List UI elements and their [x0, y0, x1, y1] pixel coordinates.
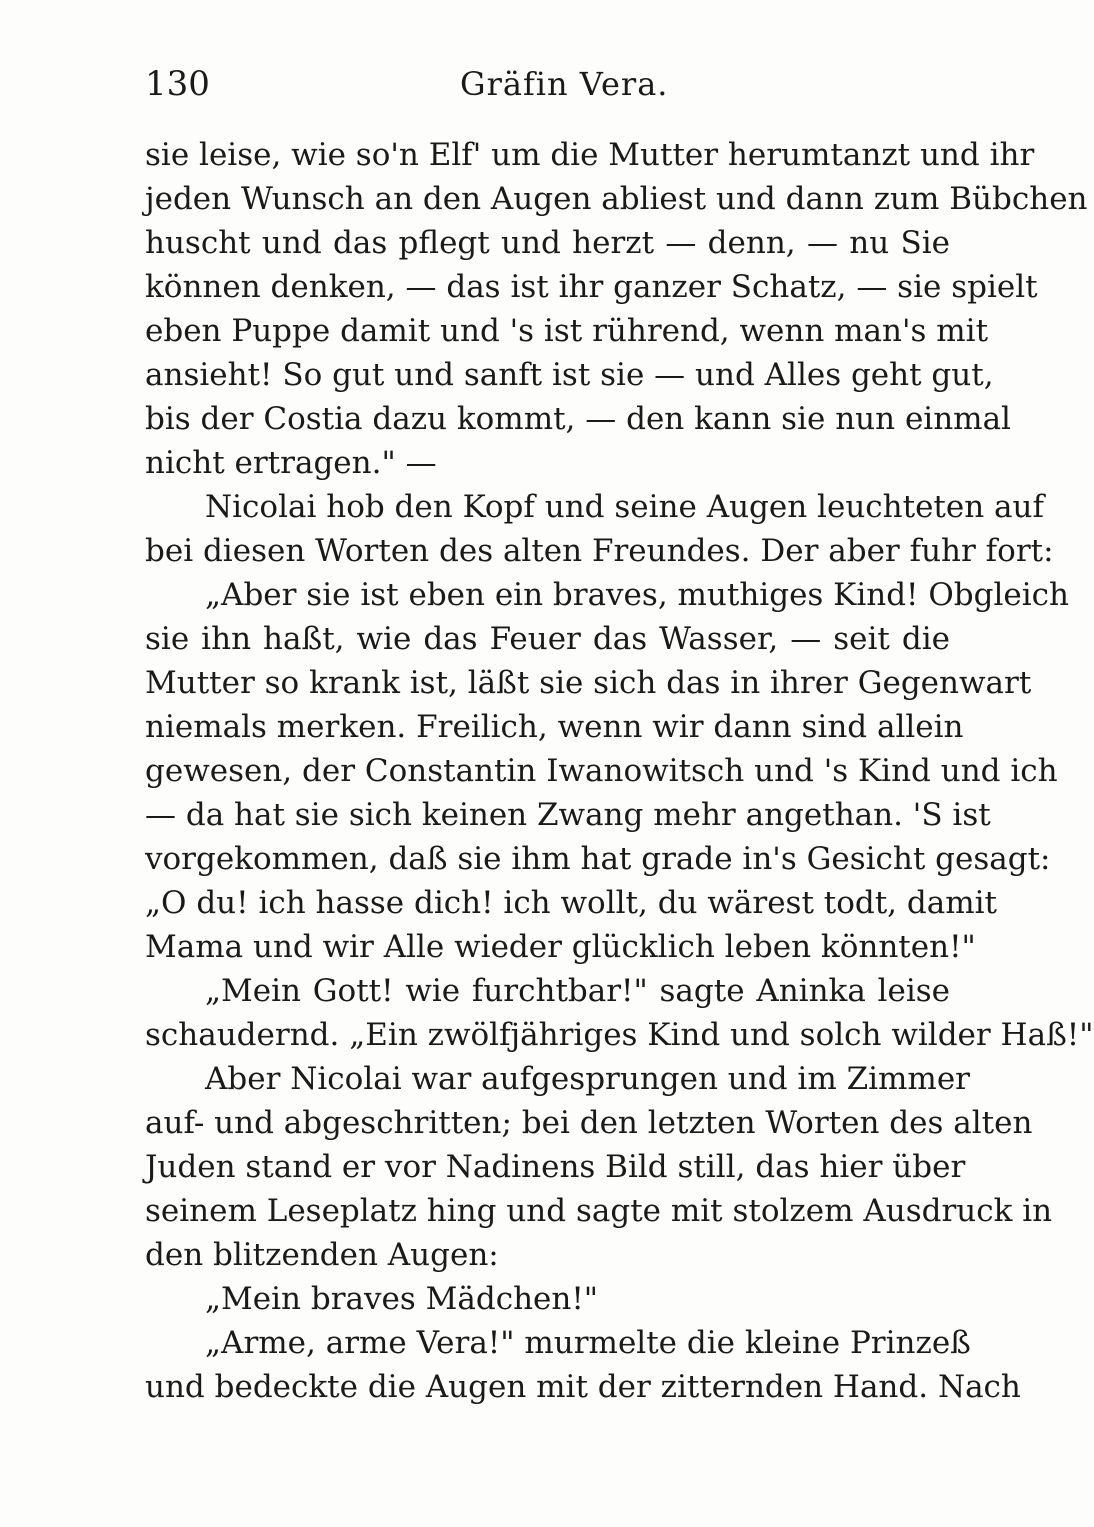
text-line: „Arme, arme Vera!" murmelte die kleine Prinzeß	[205, 1325, 971, 1361]
text-line: den blitzenden Augen:	[145, 1237, 499, 1273]
text-line: auf- und abgeschritten; bei den letzten Worten des alten	[145, 1105, 1033, 1141]
text-line: niemals merken. Freilich, wenn wir dann sind allein	[145, 709, 964, 745]
text-line: huscht und das pflegt und herzt — denn, — nu Sie	[145, 225, 950, 261]
text-line: eben Puppe damit und 's ist rührend, wenn man's mit	[145, 313, 989, 349]
text-line: Aber Nicolai war aufgesprungen und im Zimmer	[205, 1061, 970, 1097]
text-line: können denken, — das ist ihr ganzer Schatz, — sie spielt	[145, 269, 1038, 305]
page-number: 130	[145, 64, 210, 104]
text-line: — da hat sie sich keinen Zwang mehr angethan. 'S ist	[145, 797, 991, 833]
text-line: „Aber sie ist eben ein braves, muthiges Kind! Obgleich	[205, 577, 1069, 613]
text-line: ansieht! So gut und sanft ist sie — und Alles geht gut,	[145, 357, 994, 393]
running-title: Gräfin Vera.	[460, 65, 669, 103]
text-line: Juden stand er vor Nadinens Bild still, das hier über	[145, 1149, 966, 1185]
text-line: gewesen, der Constantin Iwanowitsch und 's Kind und ich	[145, 753, 1058, 789]
text-line: „Mein Gott! wie furchtbar!" sagte Aninka leise	[205, 973, 950, 1009]
text-line: jeden Wunsch an den Augen abliest und dann zum Bübchen	[145, 181, 1088, 217]
text-line: sie ihn haßt, wie das Feuer das Wasser, — seit die	[145, 621, 950, 657]
text-line: nicht ertragen." —	[145, 445, 437, 481]
text-line: „O du! ich hasse dich! ich wollt, du wärest todt, damit	[145, 885, 997, 921]
body-text	[145, 133, 1094, 1409]
text-line: Nicolai hob den Kopf und seine Augen leuchteten auf	[205, 489, 1044, 525]
text-line: Mama und wir Alle wieder glücklich leben könnten!"	[145, 929, 976, 965]
text-line: vorgekommen, daß sie ihm hat grade in's Gesicht gesagt:	[145, 841, 1051, 877]
text-line: schaudernd. „Ein zwölfjähriges Kind und solch wilder Haß!"	[145, 1017, 1094, 1053]
text-line: bis der Costia dazu kommt, — den kann sie nun einmal	[145, 401, 1011, 437]
text-line: bei diesen Worten des alten Freundes. Der aber fuhr fort:	[145, 533, 1054, 569]
text-line: Mutter so krank ist, läßt sie sich das in ihrer Gegenwart	[145, 665, 1032, 701]
text-line: „Mein braves Mädchen!"	[205, 1281, 599, 1317]
text-line: und bedeckte die Augen mit der zitternden Hand. Nach	[145, 1369, 1021, 1405]
text-line: sie leise, wie so'n Elf' um die Mutter herumtanzt und ihr	[145, 137, 1035, 173]
text-line: seinem Leseplatz hing und sagte mit stolzem Ausdruck in	[145, 1193, 1053, 1229]
